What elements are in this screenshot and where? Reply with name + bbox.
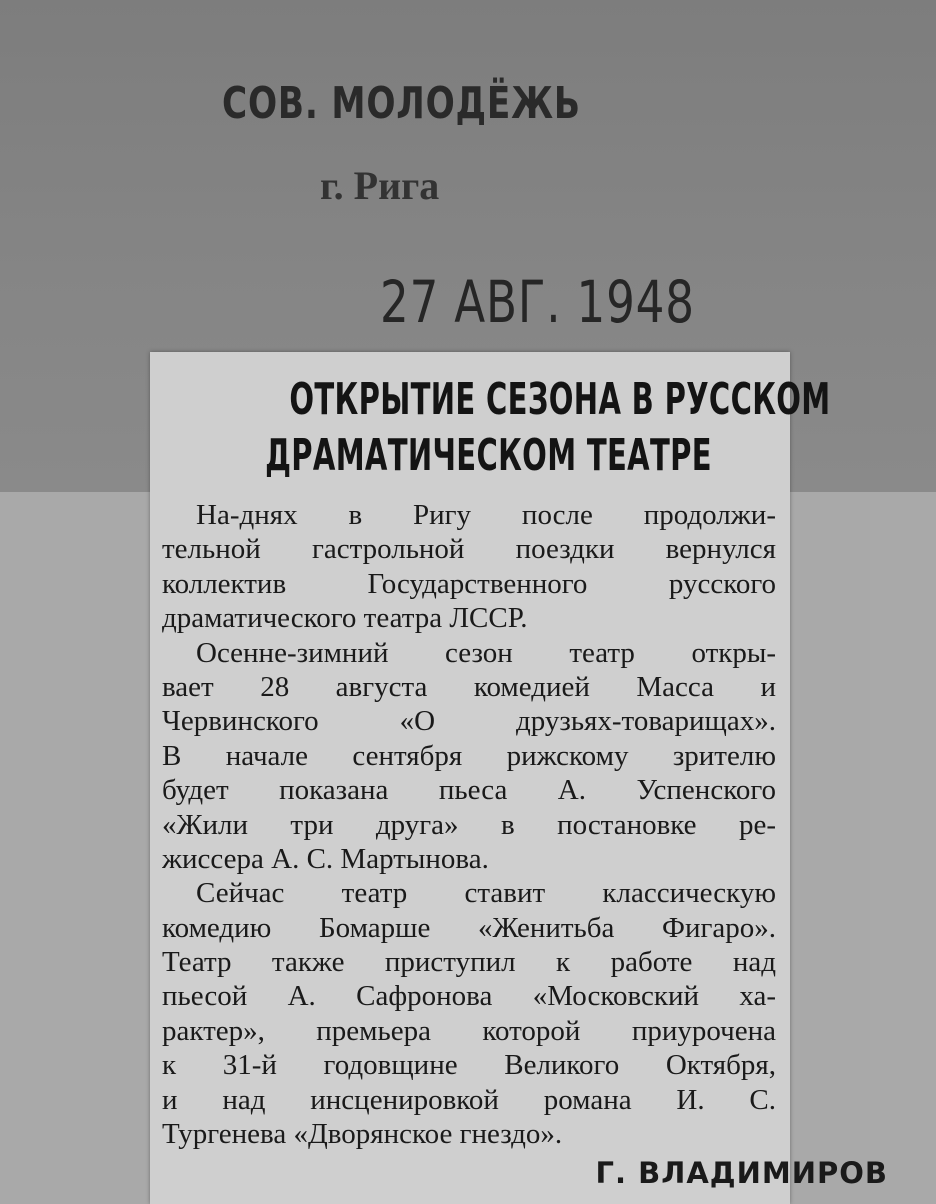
article-line: рактер», премьера которой приурочена [162, 1014, 776, 1047]
article-line: Осенне-зимний сезон театр откры- [196, 636, 776, 669]
article-line: жиссера А. С. Мартынова. [162, 842, 489, 875]
article-line: «Жили три друга» в постановке ре- [162, 808, 776, 841]
article-line: Червинского «О друзьях-товарищах». [162, 705, 776, 738]
article-line: и над инсценировкой романа И. С. [162, 1083, 776, 1116]
newspaper-stamp: СОВ. МОЛОДЁЖЬ [222, 78, 581, 129]
article-line: тельной гастрольной поездки вернулся [162, 533, 776, 566]
headline-line-2: ДРАМАТИЧЕСКОМ ТЕАТРЕ [265, 430, 712, 481]
article-line: Сейчас театр ставит классическую [196, 877, 776, 910]
article-line: Тургенева «Дворянское гнездо». [162, 1118, 563, 1151]
date-stamp: 27 АВГ. 1948 [380, 268, 695, 336]
article-line: На-днях в Ригу после продолжи- [196, 499, 776, 531]
article-headline [150, 372, 831, 484]
article-body [162, 498, 776, 1151]
newspaper-clipping [150, 352, 831, 1204]
article-line: вает 28 августа комедией Масса и [162, 670, 776, 703]
article-line: будет показана пьеса А. Успенского [162, 774, 776, 807]
article-line: к 31-й годовщине Великого Октября, [162, 1049, 776, 1082]
article-line: пьесой А. Сафронова «Московский ха- [162, 980, 776, 1013]
article-line: коллектив Государственного русского [162, 567, 776, 600]
article-line: драматического театра ЛССР. [162, 602, 528, 635]
city-stamp: г. Рига [320, 163, 440, 208]
article-line: В начале сентября рижскому зрителю [162, 739, 776, 772]
article-signature: Г. ВЛАДИМИРОВ [595, 1156, 888, 1190]
article-line: комедию Бомарше «Женитьба Фигаро». [162, 911, 776, 944]
article-line: Театр также приступил к работе над [162, 946, 776, 979]
headline-line-1: ОТКРЫТИЕ СЕЗОНА В РУССКОМ [289, 374, 831, 425]
